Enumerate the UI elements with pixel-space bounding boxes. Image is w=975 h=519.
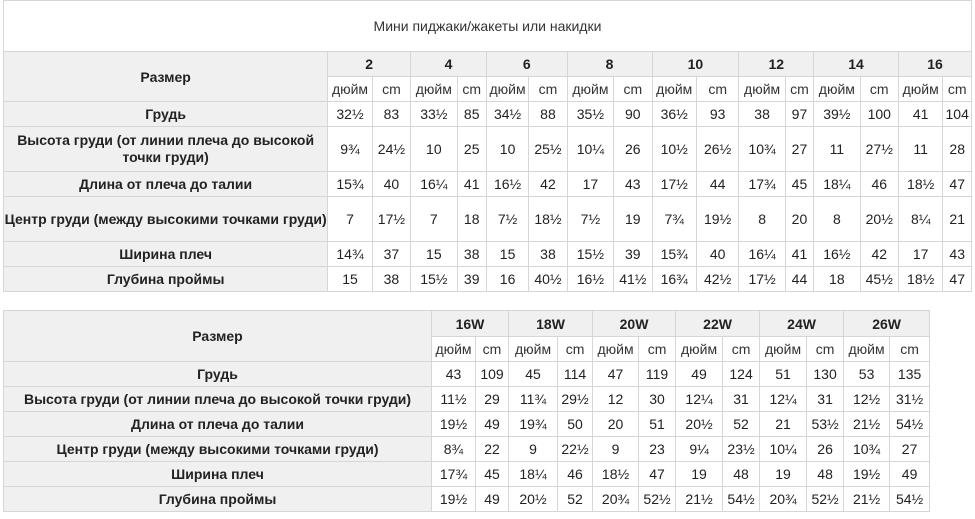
measurement-value: 19 [760, 462, 807, 487]
measurement-row [4, 102, 972, 127]
measurement-value: 27 [785, 127, 813, 172]
size-header-22w: 22W [676, 311, 760, 337]
measurement-value: 10½ [652, 127, 696, 172]
measurement-value: 97 [785, 102, 813, 127]
measurement-value: 18½ [593, 462, 639, 487]
unit-inch: дюйм [760, 337, 807, 362]
unit-inch: дюйм [898, 77, 942, 102]
measurement-value: 93 [696, 102, 738, 127]
measurement-value: 42 [529, 172, 567, 197]
size-table-regular [3, 0, 972, 292]
measurement-value: 18½ [898, 172, 942, 197]
measurement-value: 21½ [844, 487, 890, 512]
measurement-value: 18 [814, 267, 860, 292]
measurement-row [4, 487, 930, 512]
size-header-18w: 18W [509, 311, 593, 337]
measurement-value: 8¼ [898, 197, 942, 242]
measurement-value: 100 [860, 102, 898, 127]
measurement-value: 54½ [890, 487, 930, 512]
measurement-value: 7½ [486, 197, 528, 242]
unit-cm: cm [372, 77, 410, 102]
unit-cm: cm [558, 337, 593, 362]
unit-cm: cm [785, 77, 813, 102]
measurement-value: 53½ [807, 412, 844, 437]
measurement-label: Грудь [4, 362, 432, 387]
measurement-value: 52 [558, 487, 593, 512]
measurement-row [4, 387, 930, 412]
measurement-value: 41 [785, 242, 813, 267]
measurement-value: 20½ [509, 487, 558, 512]
size-header-label: Размер [4, 311, 432, 362]
measurement-value: 10¾ [844, 437, 890, 462]
measurement-value: 18¼ [814, 172, 860, 197]
measurement-value: 19½ [844, 462, 890, 487]
measurement-value: 52 [723, 412, 760, 437]
measurement-value: 19½ [432, 487, 476, 512]
measurement-value: 27 [890, 437, 930, 462]
measurement-value: 48 [723, 462, 760, 487]
measurement-label: Ширина плеч [4, 462, 432, 487]
measurement-value: 47 [943, 172, 972, 197]
measurement-value: 7 [328, 197, 372, 242]
measurement-value: 12¼ [760, 387, 807, 412]
measurement-value: 42½ [696, 267, 738, 292]
measurement-value: 10¾ [739, 127, 785, 172]
measurement-value: 49 [476, 487, 509, 512]
measurement-value: 16¾ [652, 267, 696, 292]
measurement-value: 88 [529, 102, 567, 127]
measurement-value: 19½ [696, 197, 738, 242]
measurement-value: 28 [943, 127, 972, 172]
measurement-row [4, 197, 972, 242]
measurement-value: 34½ [486, 102, 528, 127]
size-header-row [4, 311, 930, 337]
size-header-24w: 24W [760, 311, 844, 337]
measurement-value: 21 [943, 197, 972, 242]
measurement-value: 18½ [529, 197, 567, 242]
unit-cm: cm [807, 337, 844, 362]
measurement-value: 17¾ [432, 462, 476, 487]
size-header-26w: 26W [844, 311, 930, 337]
measurement-value: 32½ [328, 102, 372, 127]
measurement-value: 45½ [860, 267, 898, 292]
measurement-label: Высота груди (от линии плеча до высокой точки груди) [4, 387, 432, 412]
measurement-value: 25 [457, 127, 486, 172]
unit-inch: дюйм [486, 77, 528, 102]
measurement-value: 20¾ [760, 487, 807, 512]
measurement-value: 7 [411, 197, 457, 242]
unit-inch: дюйм [593, 337, 639, 362]
measurement-value: 38 [529, 242, 567, 267]
measurement-value: 15½ [567, 242, 613, 267]
measurement-label: Ширина плеч [4, 242, 328, 267]
measurement-row [4, 412, 930, 437]
size-header-row [4, 52, 972, 77]
size-header-10: 10 [652, 52, 739, 77]
size-header-12: 12 [739, 52, 814, 77]
measurement-value: 51 [639, 412, 676, 437]
measurement-value: 39 [457, 267, 486, 292]
measurement-row [4, 362, 930, 387]
measurement-value: 38 [457, 242, 486, 267]
measurement-value: 104 [943, 102, 972, 127]
measurement-value: 83 [372, 102, 410, 127]
measurement-value: 17½ [652, 172, 696, 197]
measurement-value: 42 [860, 242, 898, 267]
measurement-value: 11¾ [509, 387, 558, 412]
title-row [4, 1, 972, 52]
measurement-value: 12 [593, 387, 639, 412]
measurement-value: 40½ [529, 267, 567, 292]
measurement-value: 38 [739, 102, 785, 127]
unit-inch: дюйм [509, 337, 558, 362]
unit-cm: cm [890, 337, 930, 362]
measurement-value: 40 [372, 172, 410, 197]
size-table-w [3, 310, 930, 512]
size-header-4: 4 [411, 52, 487, 77]
measurement-value: 9 [593, 437, 639, 462]
measurement-value: 30 [639, 387, 676, 412]
measurement-value: 21½ [844, 412, 890, 437]
measurement-value: 22½ [558, 437, 593, 462]
measurement-value: 135 [890, 362, 930, 387]
measurement-value: 10¼ [760, 437, 807, 462]
measurement-label: Центр груди (между высокими точками груди) [4, 197, 328, 242]
measurement-value: 19½ [432, 412, 476, 437]
measurement-value: 22 [476, 437, 509, 462]
measurement-value: 130 [807, 362, 844, 387]
unit-cm: cm [529, 77, 567, 102]
size-header-16w: 16W [432, 311, 509, 337]
measurement-value: 49 [476, 412, 509, 437]
measurement-value: 47 [593, 362, 639, 387]
measurement-value: 41 [898, 102, 942, 127]
measurement-value: 15¾ [328, 172, 372, 197]
measurement-value: 39½ [814, 102, 860, 127]
measurement-value: 17 [898, 242, 942, 267]
measurement-value: 49 [890, 462, 930, 487]
measurement-value: 16 [486, 267, 528, 292]
measurement-value: 36½ [652, 102, 696, 127]
size-header-8: 8 [567, 52, 652, 77]
measurement-label: Длина от плеча до талии [4, 172, 328, 197]
measurement-value: 26 [807, 437, 844, 462]
unit-cm: cm [723, 337, 760, 362]
measurement-row [4, 172, 972, 197]
unit-inch: дюйм [567, 77, 613, 102]
measurement-value: 39 [614, 242, 652, 267]
unit-cm: cm [943, 77, 972, 102]
size-header-label: Размер [4, 52, 328, 102]
measurement-value: 20½ [676, 412, 723, 437]
measurement-value: 20½ [860, 197, 898, 242]
measurement-row [4, 267, 972, 292]
measurement-value: 20¾ [593, 487, 639, 512]
unit-inch: дюйм [411, 77, 457, 102]
measurement-value: 44 [785, 267, 813, 292]
measurement-value: 16½ [486, 172, 528, 197]
measurement-value: 46 [860, 172, 898, 197]
measurement-label: Грудь [4, 102, 328, 127]
measurement-label: Глубина проймы [4, 267, 328, 292]
measurement-value: 46 [558, 462, 593, 487]
measurement-value: 109 [476, 362, 509, 387]
measurement-value: 38 [372, 267, 410, 292]
measurement-label: Глубина проймы [4, 487, 432, 512]
measurement-value: 21 [760, 412, 807, 437]
measurement-value: 41 [457, 172, 486, 197]
table-title: Мини пиджаки/жакеты или накидки [4, 1, 972, 52]
measurement-value: 8¾ [432, 437, 476, 462]
measurement-row [4, 462, 930, 487]
measurement-value: 44 [696, 172, 738, 197]
measurement-value: 85 [457, 102, 486, 127]
measurement-value: 24½ [372, 127, 410, 172]
measurement-value: 23 [639, 437, 676, 462]
size-header-2: 2 [328, 52, 411, 77]
measurement-value: 15¾ [652, 242, 696, 267]
measurement-value: 50 [558, 412, 593, 437]
measurement-value: 21½ [676, 487, 723, 512]
measurement-value: 43 [943, 242, 972, 267]
measurement-value: 51 [760, 362, 807, 387]
measurement-value: 23½ [723, 437, 760, 462]
measurement-value: 20 [785, 197, 813, 242]
measurement-value: 11 [898, 127, 942, 172]
measurement-value: 15 [328, 267, 372, 292]
measurement-value: 7¾ [652, 197, 696, 242]
unit-inch: дюйм [739, 77, 785, 102]
measurement-value: 43 [614, 172, 652, 197]
measurement-label: Центр груди (между высокими точками груди) [4, 437, 432, 462]
unit-inch: дюйм [844, 337, 890, 362]
measurement-row [4, 242, 972, 267]
measurement-value: 54½ [890, 412, 930, 437]
measurement-value: 10 [486, 127, 528, 172]
measurement-value: 11 [814, 127, 860, 172]
measurement-label: Длина от плеча до талии [4, 412, 432, 437]
unit-cm: cm [457, 77, 486, 102]
measurement-value: 9¾ [328, 127, 372, 172]
measurement-value: 47 [943, 267, 972, 292]
size-header-16: 16 [898, 52, 971, 77]
measurement-value: 49 [676, 362, 723, 387]
measurement-value: 18¼ [509, 462, 558, 487]
measurement-value: 7½ [567, 197, 613, 242]
measurement-value: 9 [509, 437, 558, 462]
measurement-value: 31½ [890, 387, 930, 412]
unit-inch: дюйм [328, 77, 372, 102]
measurement-value: 9¼ [676, 437, 723, 462]
measurement-value: 17½ [372, 197, 410, 242]
size-header-20w: 20W [593, 311, 676, 337]
measurement-value: 18½ [898, 267, 942, 292]
measurement-value: 11½ [432, 387, 476, 412]
measurement-value: 54½ [723, 487, 760, 512]
unit-cm: cm [696, 77, 738, 102]
measurement-value: 14¾ [328, 242, 372, 267]
measurement-value: 19 [614, 197, 652, 242]
measurement-value: 52½ [639, 487, 676, 512]
measurement-value: 15 [411, 242, 457, 267]
measurement-value: 52½ [807, 487, 844, 512]
measurement-value: 45 [476, 462, 509, 487]
unit-inch: дюйм [432, 337, 476, 362]
measurement-value: 35½ [567, 102, 613, 127]
measurement-value: 18 [457, 197, 486, 242]
unit-inch: дюйм [652, 77, 696, 102]
unit-cm: cm [476, 337, 509, 362]
measurement-value: 12¼ [676, 387, 723, 412]
measurement-value: 19¾ [509, 412, 558, 437]
measurement-value: 17 [567, 172, 613, 197]
measurement-row [4, 127, 972, 172]
measurement-value: 25½ [529, 127, 567, 172]
size-header-6: 6 [486, 52, 567, 77]
measurement-value: 31 [723, 387, 760, 412]
measurement-value: 45 [785, 172, 813, 197]
measurement-value: 17¾ [739, 172, 785, 197]
measurement-value: 27½ [860, 127, 898, 172]
unit-inch: дюйм [676, 337, 723, 362]
measurement-value: 15 [486, 242, 528, 267]
measurement-label: Высота груди (от линии плеча до высокой точки груди) [4, 127, 328, 172]
unit-cm: cm [860, 77, 898, 102]
measurement-value: 26½ [696, 127, 738, 172]
measurement-value: 29½ [558, 387, 593, 412]
size-header-14: 14 [814, 52, 899, 77]
measurement-value: 26 [614, 127, 652, 172]
measurement-value: 12½ [844, 387, 890, 412]
measurement-value: 10 [411, 127, 457, 172]
measurement-value: 43 [432, 362, 476, 387]
measurement-value: 40 [696, 242, 738, 267]
measurement-value: 16½ [814, 242, 860, 267]
measurement-value: 41½ [614, 267, 652, 292]
measurement-value: 119 [639, 362, 676, 387]
measurement-value: 47 [639, 462, 676, 487]
measurement-value: 33½ [411, 102, 457, 127]
measurement-value: 15½ [411, 267, 457, 292]
measurement-value: 48 [807, 462, 844, 487]
measurement-value: 20 [593, 412, 639, 437]
measurement-value: 45 [509, 362, 558, 387]
measurement-value: 10¼ [567, 127, 613, 172]
measurement-value: 114 [558, 362, 593, 387]
measurement-value: 37 [372, 242, 410, 267]
measurement-value: 90 [614, 102, 652, 127]
measurement-value: 31 [807, 387, 844, 412]
unit-inch: дюйм [814, 77, 860, 102]
measurement-value: 19 [676, 462, 723, 487]
measurement-value: 8 [814, 197, 860, 242]
measurement-row [4, 437, 930, 462]
measurement-value: 16½ [567, 267, 613, 292]
measurement-value: 29 [476, 387, 509, 412]
measurement-value: 53 [844, 362, 890, 387]
unit-cm: cm [639, 337, 676, 362]
measurement-value: 8 [739, 197, 785, 242]
measurement-value: 17½ [739, 267, 785, 292]
measurement-value: 16¼ [739, 242, 785, 267]
measurement-value: 16¼ [411, 172, 457, 197]
measurement-value: 124 [723, 362, 760, 387]
unit-cm: cm [614, 77, 652, 102]
